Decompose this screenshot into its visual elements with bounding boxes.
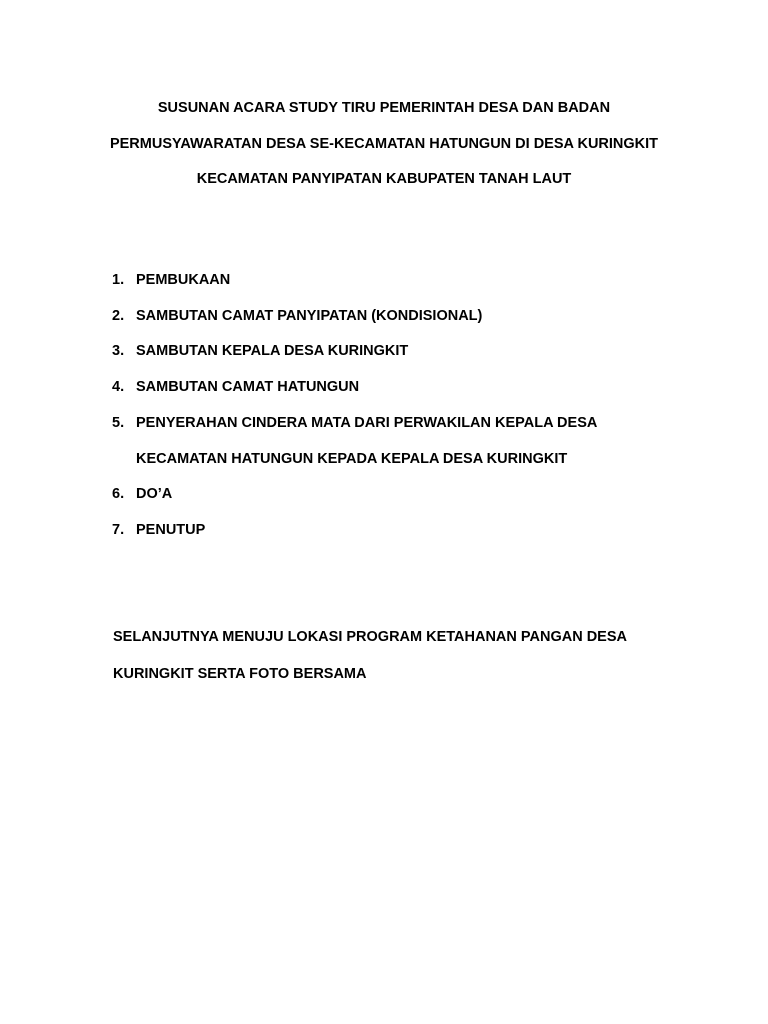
agenda-item-number: 7. (112, 521, 125, 538)
title-line-2: PERMUSYAWARATAN DESA SE-KECAMATAN HATUNGUN DI DESA KURINGKIT (109, 135, 659, 152)
agenda-item-text: SAMBUTAN KEPALA DESA KURINGKIT (136, 343, 409, 360)
document-title (0, 91, 768, 198)
agenda-item-text: PENUTUP (136, 521, 206, 538)
closing-paragraph (113, 619, 713, 692)
agenda-item (112, 334, 712, 370)
agenda-item (112, 513, 712, 549)
closing-line-2: KURINGKIT SERTA FOTO BERSAMA (113, 665, 367, 682)
agenda-item (112, 263, 712, 299)
agenda-item (112, 477, 712, 513)
agenda-item-number: 1. (112, 272, 125, 288)
agenda-item (112, 299, 712, 335)
agenda-list (112, 263, 712, 549)
agenda-item-number: 4. (112, 379, 125, 396)
agenda-item-text: PEMBUKAAN (136, 272, 231, 288)
agenda-item-number: 5. (112, 414, 125, 431)
agenda-item-text: SAMBUTAN CAMAT PANYIPATAN (KONDISIONAL) (136, 307, 483, 324)
title-line-3: KECAMATAN PANYIPATAN KABUPATEN TANAH LAUT (196, 171, 572, 187)
agenda-item-number: 3. (112, 343, 125, 360)
agenda-item-text: DO’A (136, 486, 173, 503)
title-line-1: SUSUNAN ACARA STUDY TIRU PEMERINTAH DESA DAN BADAN (157, 100, 611, 116)
agenda-item-number: 2. (112, 307, 125, 324)
agenda-item (112, 406, 712, 477)
agenda-item-number: 6. (112, 486, 125, 503)
closing-line-1: SELANJUTNYA MENUJU LOKASI PROGRAM KETAHANAN PANGAN DESA (113, 629, 627, 645)
agenda-item-text: SAMBUTAN CAMAT HATUNGUN (136, 379, 360, 396)
agenda-item-text: PENYERAHAN CINDERA MATA DARI PERWAKILAN KEPALA DESA KECAMATAN HATUNGUN KEPADA KEPALA DESA KURINGKIT (136, 414, 598, 467)
agenda-item (112, 370, 712, 406)
